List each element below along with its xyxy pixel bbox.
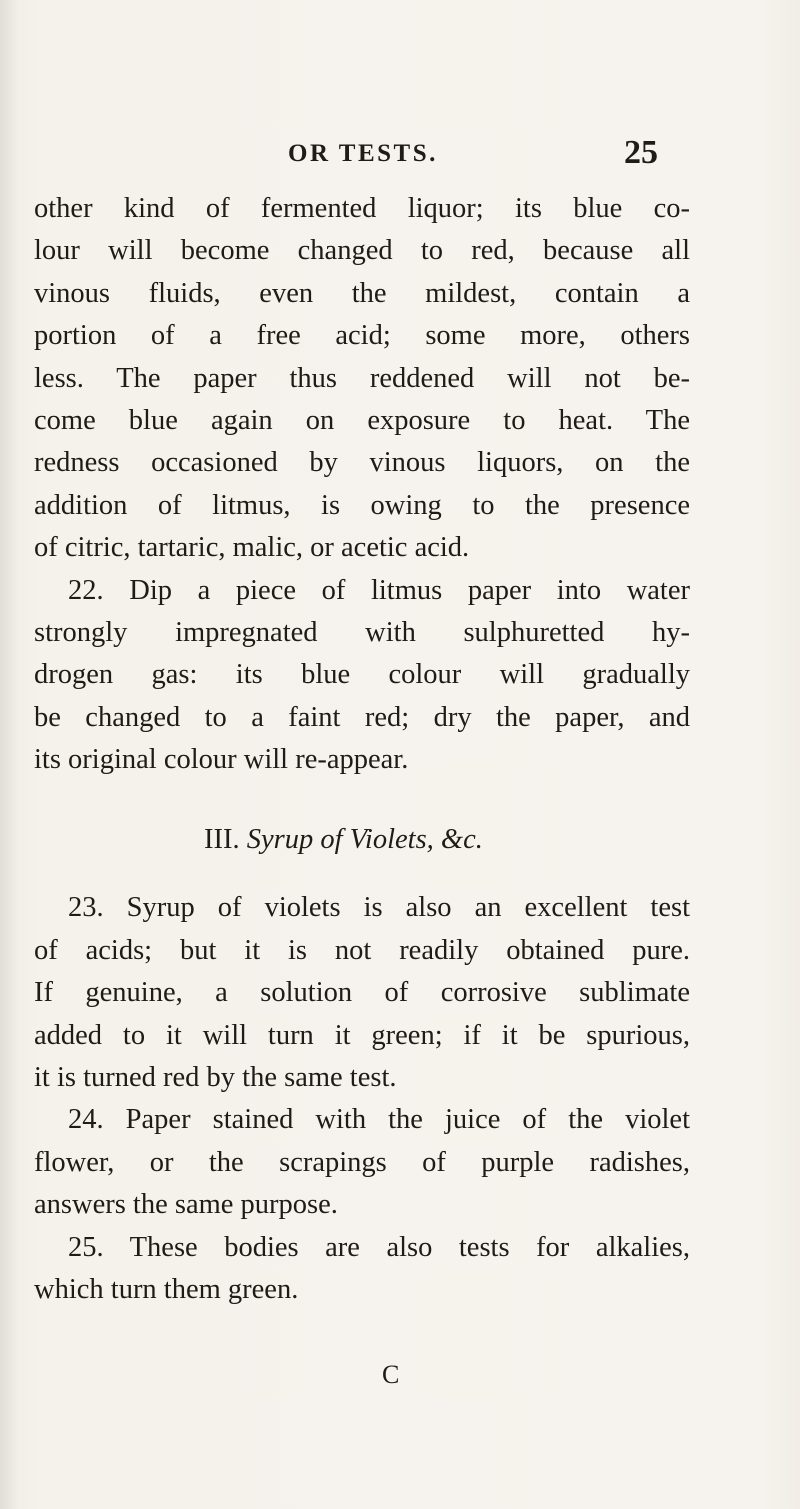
running-head <box>0 134 800 174</box>
signature-mark: C <box>382 1360 400 1389</box>
text-line: come blue again on exposure to heat. The <box>34 404 690 436</box>
text-line: its original colour will re-appear. <box>34 744 409 776</box>
spacer <box>34 781 690 819</box>
text-line: portion of a free acid; some more, others <box>34 320 690 352</box>
paragraph-22-start: 22. Dip a piece of litmus paper into water <box>68 574 690 606</box>
page-number: 25 <box>624 134 658 171</box>
text-line: be changed to a faint red; dry the paper, and <box>34 701 690 733</box>
gutter-shadow <box>0 0 18 1509</box>
text-line: less. The paper thus reddened will not be- <box>34 362 690 394</box>
text-line: redness occasioned by vinous liquors, on the <box>34 447 690 479</box>
text-line: other kind of fermented liquor; its blue co- <box>34 193 690 224</box>
text-line: vinous fluids, even the mildest, contain a <box>34 277 690 309</box>
paragraph-25-start: 25. These bodies are also tests for alkalies, <box>68 1231 690 1263</box>
paragraph-24-start: 24. Paper stained with the juice of the violet <box>68 1104 690 1136</box>
paragraph-23-start: 23. Syrup of violets is also an excellent test <box>68 892 690 924</box>
section-heading <box>34 819 690 861</box>
text-block <box>34 188 690 1311</box>
text-line: drogen gas: its blue colour will gradually <box>34 659 690 691</box>
text-line: which turn them green. <box>34 1273 299 1305</box>
running-title: OR TESTS. <box>288 140 438 167</box>
text-line: of acids; but it is not readily obtained pure. <box>34 934 690 966</box>
text-line: lour will become changed to red, because all <box>34 235 690 267</box>
text-line: it is turned red by the same test. <box>34 1062 397 1094</box>
text-line: addition of litmus, is owing to the presence <box>34 489 690 521</box>
spacer <box>34 861 690 887</box>
text-line: added to it will turn it green; if it be spurious, <box>34 1019 690 1051</box>
text-line: of citric, tartaric, malic, or acetic acid. <box>34 532 470 564</box>
text-line: flower, or the scrapings of purple radishes, <box>34 1146 690 1178</box>
section-numeral: III. <box>204 824 240 856</box>
text-line: answers the same purpose. <box>34 1189 338 1221</box>
section-title: Syrup of Violets, &c. <box>246 824 483 856</box>
text-line: strongly impregnated with sulphuretted hy- <box>34 616 690 648</box>
text-line: If genuine, a solution of corrosive sublimate <box>34 977 690 1009</box>
